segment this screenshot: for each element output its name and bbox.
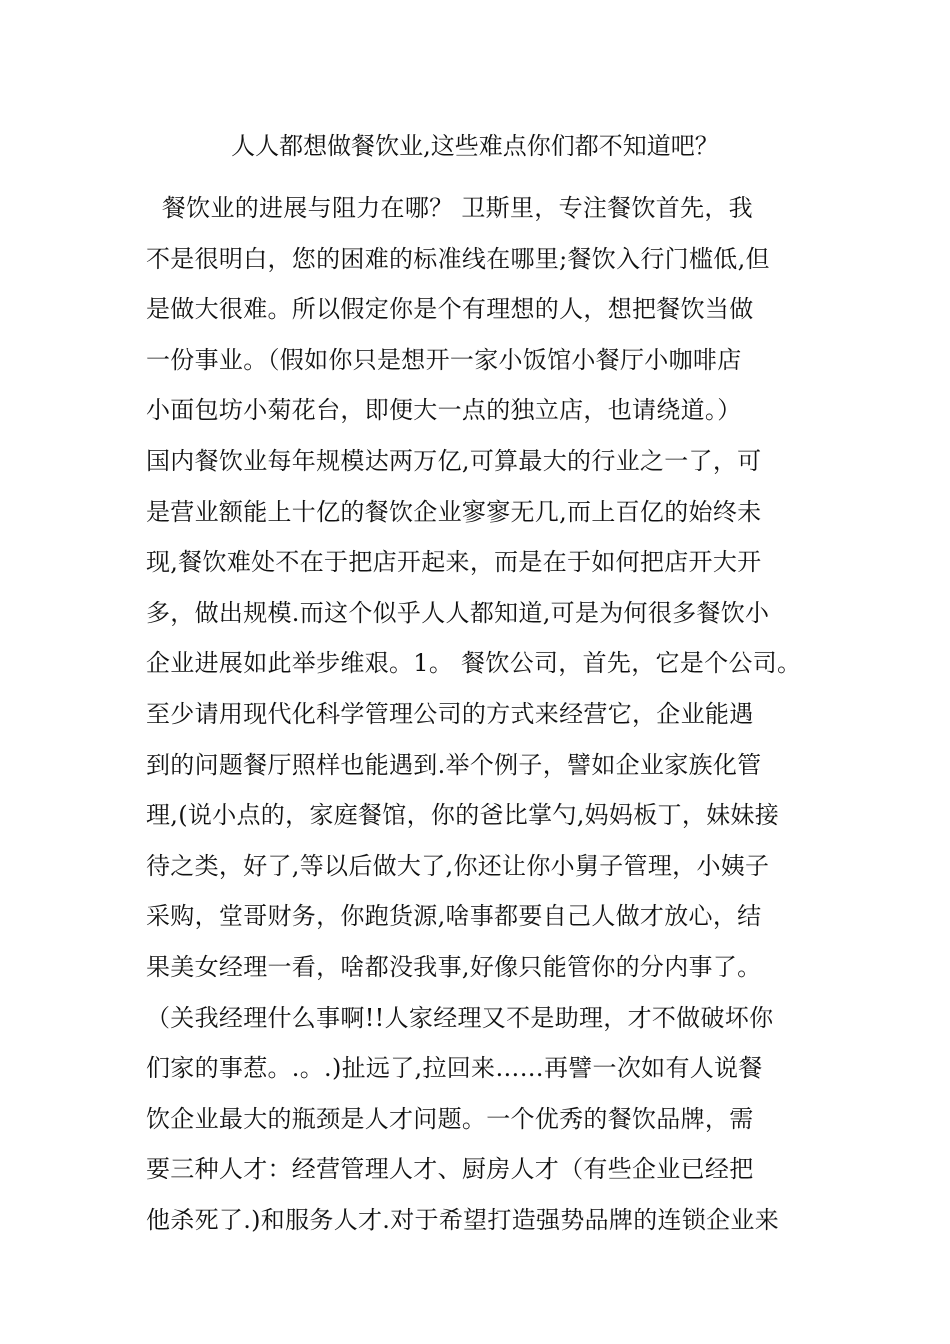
text-line: 要三种人才：经营管理人才、厨房人才（有些企业已经把 [146, 1155, 754, 1184]
text-line: （关我经理什么事啊!!人家经理又不是助理，才不做破坏你 [146, 1003, 774, 1032]
text-line: 一份事业。（假如你只是想开一家小饭馆小餐厅小咖啡店 [146, 345, 742, 374]
text-line: 多，做出规模.而这个似乎人人都知道,可是为何很多餐饮小 [146, 598, 770, 627]
document-body [146, 183, 846, 1245]
text-line: 现,餐饮难处不在于把店开起来，而是在于如何把店开大开 [146, 548, 762, 577]
text-line: 小面包坊小菊花台，即便大一点的独立店，也请绕道。） [146, 396, 742, 425]
text-line: 是做大很难。所以假定你是个有理想的人，想把餐饮当做 [146, 295, 754, 324]
document-title: 人人都想做餐饮业,这些难点你们都不知道吧？ [231, 132, 719, 160]
text-line: 他杀死了.)和服务人才.对于希望打造强势品牌的连锁企业来 [146, 1205, 780, 1234]
text-line: 企业进展如此举步维艰。1。 餐饮公司，首先，它是个公司。 [146, 649, 802, 678]
text-line: 饮企业最大的瓶颈是人才问题。一个优秀的餐饮品牌，需 [146, 1104, 754, 1133]
text-line: 待之类，好了,等以后做大了,你还让你小舅子管理，小姨子 [146, 851, 770, 880]
text-line: 们家的事惹。.。.)扯远了,拉回来……再譬一次如有人说餐 [146, 1054, 763, 1083]
text-line: 果美女经理一看，啥都没我事,好像只能管你的分内事了。 [146, 952, 762, 981]
text-line: 至少请用现代化科学管理公司的方式来经营它，企业能遇 [146, 699, 754, 728]
text-line: 到的问题餐厅照样也能遇到.举个例子，譬如企业家族化管 [146, 750, 762, 779]
text-line: 是营业额能上十亿的餐饮企业寥寥无几,而上百亿的始终未 [146, 497, 762, 526]
text-line: 理,(说小点的，家庭餐馆，你的爸比掌勺,妈妈板丁，妹妹接 [146, 801, 780, 830]
text-line: 不是很明白，您的困难的标准线在哪里;餐饮入行门槛低,但 [146, 244, 770, 273]
text-line: 采购，堂哥财务，你跑货源,啥事都要自己人做才放心，结 [146, 902, 762, 931]
text-line: 餐饮业的进展与阻力在哪？ 卫斯里，专注餐饮首先，我 [146, 194, 753, 222]
text-line: 国内餐饮业每年规模达两万亿,可算最大的行业之一了，可 [146, 446, 762, 475]
